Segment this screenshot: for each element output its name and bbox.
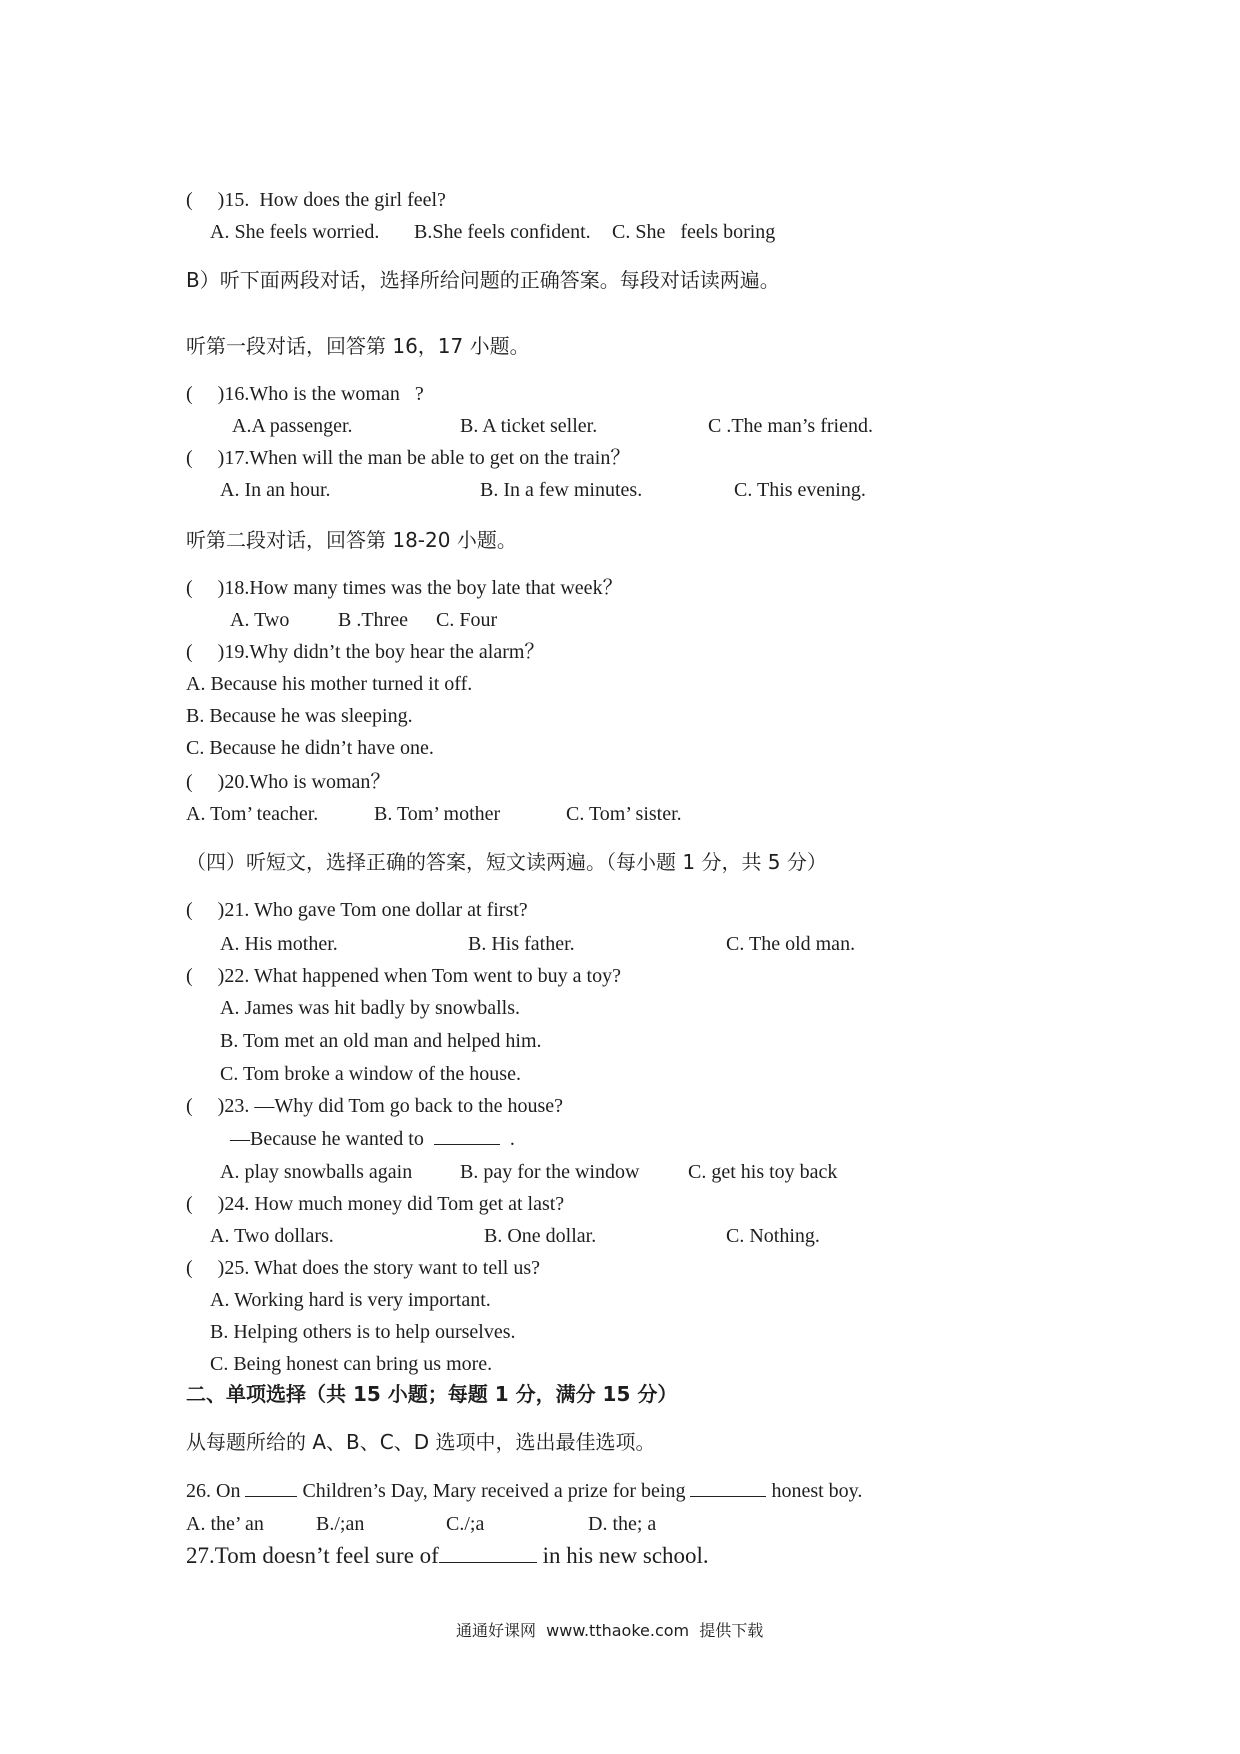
q16-stem: ( )16.Who is the woman ? <box>186 383 424 405</box>
q23-option-a: A. play snowballs again <box>220 1161 413 1183</box>
q27-stem <box>186 1542 709 1570</box>
q15-option-c: C. She feels boring <box>612 221 776 243</box>
q18-option-a: A. Two <box>230 609 290 631</box>
q17-option-c: C. This evening. <box>734 479 866 501</box>
q26-option-c: C./;a <box>446 1513 485 1535</box>
q21-stem: ( )21. Who gave Tom one dollar at first? <box>186 899 528 921</box>
q26-post: honest boy. <box>771 1480 863 1502</box>
q27-post: in his new school. <box>542 1543 709 1568</box>
q21-option-a: A. His mother. <box>220 933 338 955</box>
q20-option-a: A. Tom’ teacher. <box>186 803 319 825</box>
q16-option-a: A.A passenger. <box>232 415 353 437</box>
q20-option-c: C. Tom’ sister. <box>566 803 682 825</box>
q22-stem: ( )22. What happened when Tom went to buy a toy? <box>186 965 621 987</box>
q17-stem: ( )17.When will the man be able to get on the train？ <box>186 447 631 469</box>
q19-option-a: A. Because his mother turned it off. <box>186 673 473 695</box>
q23-option-b: B. pay for the window <box>460 1161 640 1183</box>
q26-stem <box>186 1478 862 1503</box>
q17-option-a: A. In an hour. <box>220 479 331 501</box>
q16-option-b: B. A ticket seller. <box>460 415 598 437</box>
q26-option-d: D. the; a <box>588 1513 657 1535</box>
q24-option-c: C. Nothing. <box>726 1225 820 1247</box>
q26-mid: Children’s Day, Mary received a prize for being <box>302 1480 686 1502</box>
q24-option-a: A. Two dollars. <box>210 1225 334 1247</box>
q26-option-b: B./;an <box>316 1513 365 1535</box>
section-b-title: B）听下面两段对话，选择所给问题的正确答案。每段对话读两遍。 <box>186 268 780 292</box>
q24-option-b: B. One dollar. <box>484 1225 597 1247</box>
q23-option-c: C. get his toy back <box>688 1161 838 1183</box>
q25-option-a: A. Working hard is very important. <box>210 1289 491 1311</box>
q15-option-a: A. She feels worried. <box>210 221 380 243</box>
q22-option-b: B. Tom met an old man and helped him. <box>220 1030 542 1052</box>
q22-option-a: A. James was hit badly by snowballs. <box>220 997 520 1019</box>
q25-option-c: C. Being honest can bring us more. <box>210 1353 493 1375</box>
part-2-instruction: 从每题所给的 A、B、C、D 选项中，选出最佳选项。 <box>186 1430 656 1454</box>
q27-blank <box>439 1542 537 1563</box>
q23-answer-line <box>230 1126 515 1151</box>
q17-option-b: B. In a few minutes. <box>480 479 643 501</box>
q15-stem: ( )15. How does the girl feel? <box>186 189 446 211</box>
q23-answer-blank <box>434 1126 500 1145</box>
q23-stem: ( )23. —Why did Tom go back to the house? <box>186 1095 564 1117</box>
q26-option-a: A. the’ an <box>186 1513 264 1535</box>
q18-option-c: C. Four <box>436 609 498 631</box>
q19-option-b: B. Because he was sleeping. <box>186 705 413 727</box>
q26-pre: 26. On <box>186 1480 241 1502</box>
q25-stem: ( )25. What does the story want to tell us? <box>186 1257 541 1279</box>
q15-option-b: B.She feels confident. <box>414 221 591 243</box>
q25-option-b: B. Helping others is to help ourselves. <box>210 1321 516 1343</box>
q18-stem: ( )18.How many times was the boy late that week？ <box>186 577 623 599</box>
q24-stem: ( )24. How much money did Tom get at last? <box>186 1193 565 1215</box>
q22-option-c: C. Tom broke a window of the house. <box>220 1063 521 1085</box>
q20-stem: ( )20.Who is woman？ <box>186 771 391 793</box>
q19-option-c: C. Because he didn’t have one. <box>186 737 434 759</box>
q18-option-b: B .Three <box>338 609 408 631</box>
q19-stem: ( )19.Why didn’t the boy hear the alarm？ <box>186 641 545 663</box>
part-4-title: （四）听短文，选择正确的答案，短文读两遍。（每小题 1 分，共 5 分） <box>186 850 827 874</box>
dialogue-2-title: 听第二段对话，回答第 18-20 小题。 <box>186 528 517 552</box>
q16-option-c: C .The man’s friend. <box>708 415 873 437</box>
q27-pre: 27.Tom doesn’t feel sure of <box>186 1543 439 1568</box>
q20-option-b: B. Tom’ mother <box>374 803 501 825</box>
q26-blank-1 <box>245 1478 297 1497</box>
page-footer: 通通好课网 www.tthaoke.com 提供下载 <box>456 1621 764 1640</box>
part-2-title: 二、单项选择（共 15 小题；每题 1 分，满分 15 分） <box>186 1382 678 1406</box>
q26-blank-2 <box>690 1478 766 1497</box>
q23-answer-post: . <box>509 1128 515 1150</box>
q21-option-b: B. His father. <box>468 933 575 955</box>
dialogue-1-title: 听第一段对话，回答第 16，17 小题。 <box>186 334 530 358</box>
q21-option-c: C. The old man. <box>726 933 856 955</box>
q23-answer-pre: —Because he wanted to <box>230 1128 424 1150</box>
